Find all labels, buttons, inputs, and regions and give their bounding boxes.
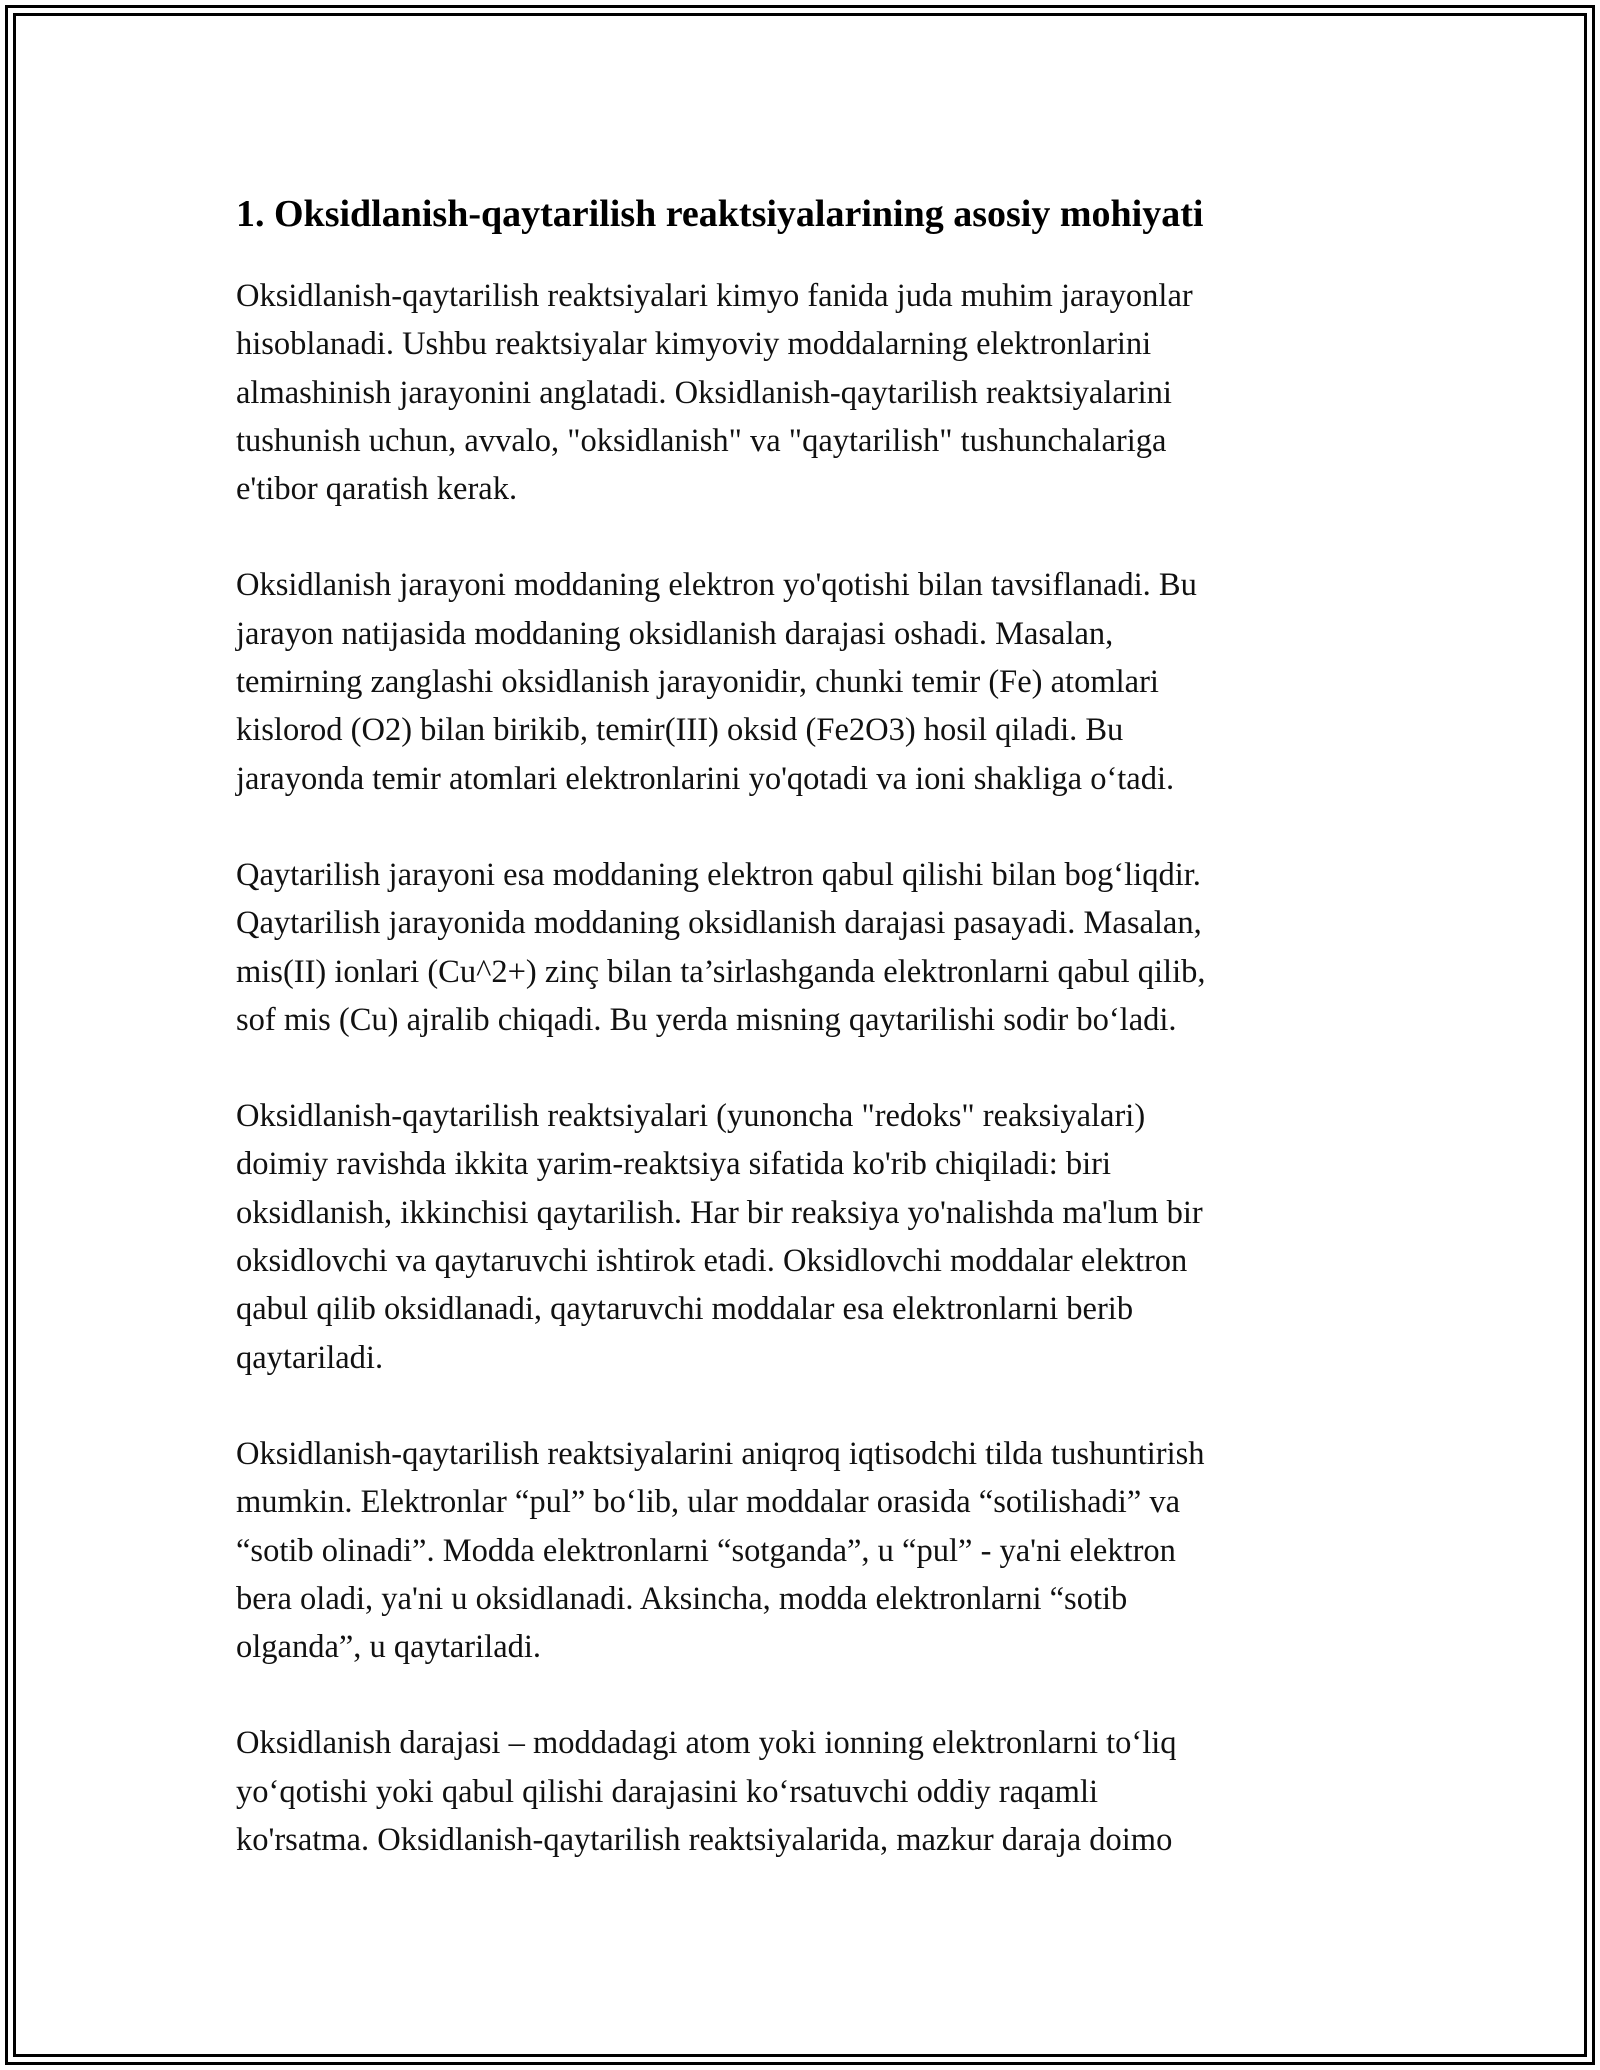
- text-line: jarayonda temir atomlari elektronlarini yo'qotadi va ioni shakliga o‘tadi.: [236, 760, 1175, 797]
- paragraph-intro: [236, 272, 1376, 513]
- text-line: e'tibor qaratish kerak.: [236, 471, 518, 508]
- text-line: Oksidlanish-qaytarilish reaktsiyalari (yunoncha "redoks" reaksiyalari): [236, 1098, 1146, 1135]
- text-line: jarayon natijasida moddaning oksidlanish darajasi oshadi. Masalan,: [236, 615, 1114, 652]
- paragraph-oxidation-state: [236, 1719, 1376, 1864]
- text-line: Oksidlanish darajasi – moddadagi atom yoki ionning elektronlarni to‘liq: [236, 1725, 1177, 1762]
- text-line: hisoblanadi. Ushbu reaktsiyalar kimyoviy moddalarning elektronlarini: [236, 326, 1152, 363]
- text-line: Qaytarilish jarayoni esa moddaning elektron qabul qilishi bilan bog‘liqdir.: [236, 856, 1201, 893]
- text-line: doimiy ravishda ikkita yarim-reaktsiya sifatida ko'rib chiqiladi: biri: [236, 1146, 1112, 1183]
- text-line: Oksidlanish-qaytarilish reaktsiyalari kimyo fanida juda muhim jarayonlar: [236, 278, 1193, 314]
- text-line: tushunish uchun, avvalo, "oksidlanish" va "qaytarilish" tushunchalariga: [236, 422, 1167, 459]
- paragraph-redox: [236, 1092, 1376, 1382]
- text-line: Oksidlanish-qaytarilish reaktsiyalarini aniqroq iqtisodchi tilda tushuntirish: [236, 1435, 1205, 1472]
- text-line: almashinish jarayonini anglatadi. Oksidlanish-qaytarilish reaktsiyalarini: [236, 374, 1172, 411]
- paragraph-reduction: [236, 851, 1376, 1044]
- text-line: qabul qilib oksidlanadi, qaytaruvchi moddalar esa elektronlarni berib: [236, 1291, 1134, 1328]
- text-line: Qaytarilish jarayonida moddaning oksidlanish darajasi pasayadi. Masalan,: [236, 905, 1202, 942]
- text-line: “sotib olinadi”. Modda elektronlarni “sotganda”, u “pul” - ya'ni elektron: [236, 1532, 1176, 1569]
- text-line: temirning zanglashi oksidlanish jarayonidir, chunki temir (Fe) atomlari: [236, 664, 1159, 701]
- text-line: ko'rsatma. Oksidlanish-qaytarilish reaktsiyalarida, mazkur daraja doimo: [236, 1822, 1173, 1859]
- text-line: qaytariladi.: [236, 1339, 384, 1376]
- section-title: 1. Oksidlanish-qaytarilish reaktsiyalarining asosiy mohiyati: [236, 193, 1204, 235]
- document-body: [236, 186, 1376, 1912]
- text-line: oksidlovchi va qaytaruvchi ishtirok etadi. Oksidlovchi moddalar elektron: [236, 1243, 1188, 1280]
- text-line: olganda”, u qaytariladi.: [236, 1629, 542, 1666]
- text-line: Oksidlanish jarayoni moddaning elektron yo'qotishi bilan tavsiflanadi. Bu: [236, 567, 1197, 604]
- text-line: yo‘qotishi yoki qabul qilishi darajasini ko‘rsatuvchi oddiy raqamli: [236, 1773, 1099, 1810]
- text-line: sof mis (Cu) ajralib chiqadi. Bu yerda misning qaytarilishi sodir bo‘ladi.: [236, 1001, 1177, 1038]
- text-line: mumkin. Elektronlar “pul” bo‘lib, ular moddalar orasida “sotilishadi” va: [236, 1484, 1181, 1521]
- text-line: oksidlanish, ikkinchisi qaytarilish. Har bir reaksiya yo'nalishda ma'lum bir: [236, 1194, 1203, 1231]
- paragraph-oxidation: [236, 561, 1376, 802]
- paragraph-economics-analogy: [236, 1430, 1376, 1671]
- text-line: mis(II) ionlari (Cu^2+) zinç bilan ta’sirlashganda elektronlarni qabul qilib,: [236, 953, 1206, 990]
- text-line: kislorod (O2) bilan birikib, temir(III) oksid (Fe2O3) hosil qiladi. Bu: [236, 712, 1124, 749]
- text-line: bera oladi, ya'ni u oksidlanadi. Aksincha, modda elektronlarni “sotib: [236, 1580, 1128, 1617]
